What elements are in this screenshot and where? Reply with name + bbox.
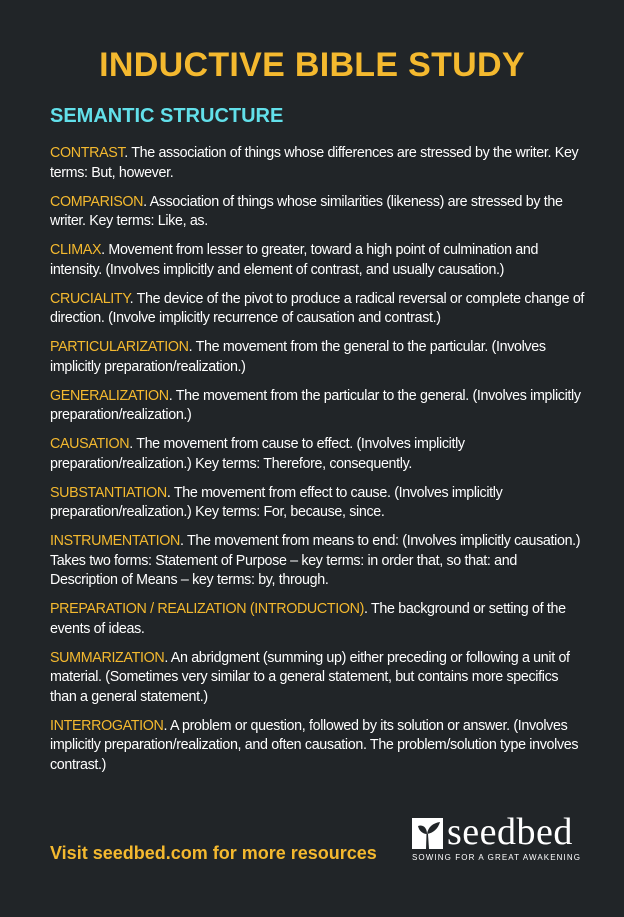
logo-wordmark: seedbed [447,811,573,853]
definition-text: . The movement from the particular to the general. (Involves implicitly preparation/realization.) [50,387,581,423]
definition-text: . The movement from the general to the particular. (Involves implicitly preparation/realization.) [50,339,546,375]
definition-comparison [50,193,585,232]
term: INSTRUMENTATION [50,533,181,549]
definition-text: . Movement from lesser to greater, toward a high point of culmination and intensity. (Involves implicitly and element of contrast, and usually causation.) [50,242,539,278]
definition-text: . The movement from means to end: (Involves implicitly causation.) Takes two forms: Statement of Purpose – key terms: in order that, so that: and Description of Means – key terms: by, through. [50,533,581,588]
page-title: INDUCTIVE BIBLE STUDY [99,46,525,84]
term: CLIMAX [50,242,102,258]
term: INTERROGATION [50,717,164,734]
definition-text: . A problem or question, followed by its solution or answer. (Involves implicitly preparation/realization, and often causation. The problem/solution type involves contrast.) [50,717,579,773]
term: CRUCIALITY [50,290,130,307]
definition-text: . The association of things whose differences are stressed by the writer. Key terms: But, however. [50,145,579,181]
seedbed-logo[interactable] [412,811,582,866]
term: PREPARATION / REALIZATION (INTRODUCTION) [50,601,365,617]
term: SUMMARIZATION [50,649,165,666]
term: GENERALIZATION [50,387,169,404]
definition-text: . Association of things whose similarities (likeness) are stressed by the writer. Key terms: Like, as. [50,193,563,229]
definition-causation [50,435,585,474]
definition-climax [50,241,585,280]
definition-text: . An abridgment (summing up) either preceding or following a unit of material. (Sometimes very similar to a general statement, but contains more specifics than a general statement.) [50,649,570,705]
definition-text: . The background or setting of the events of ideas. [50,601,566,637]
term: COMPARISON [50,193,144,210]
section-subtitle: SEMANTIC STRUCTURE [50,105,284,127]
definition-contrast [50,144,585,183]
term: CAUSATION [50,436,130,452]
definition-interrogation [50,717,585,776]
logo-tagline: SOWING FOR A GREAT AWAKENING [412,853,582,862]
term: PARTICULARIZATION [50,339,189,355]
definition-substantiation [50,484,585,523]
seedling-icon [412,818,443,849]
definition-cruciality [50,290,585,329]
term: SUBSTANTIATION [50,484,167,501]
resources-link[interactable]: Visit seedbed.com for more resources [50,843,377,863]
definition-summarization [50,649,585,708]
definition-text: . The movement from cause to effect. (Involves implicitly preparation/realization.) Key terms: Therefore, consequently. [50,436,465,472]
definition-instrumentation [50,532,585,591]
definition-generalization [50,387,585,426]
definition-text: . The device of the pivot to produce a radical reversal or complete change of direction. (Involve implicitly recurrence of causation and contrast.) [50,290,585,326]
definition-preparation-realization [50,600,585,639]
definition-particularization [50,338,585,377]
definitions-list [50,144,585,785]
term: CONTRAST [50,145,125,161]
definition-text: . The movement from effect to cause. (Involves implicitly preparation/realization.) Key terms: For, because, since. [50,484,503,520]
